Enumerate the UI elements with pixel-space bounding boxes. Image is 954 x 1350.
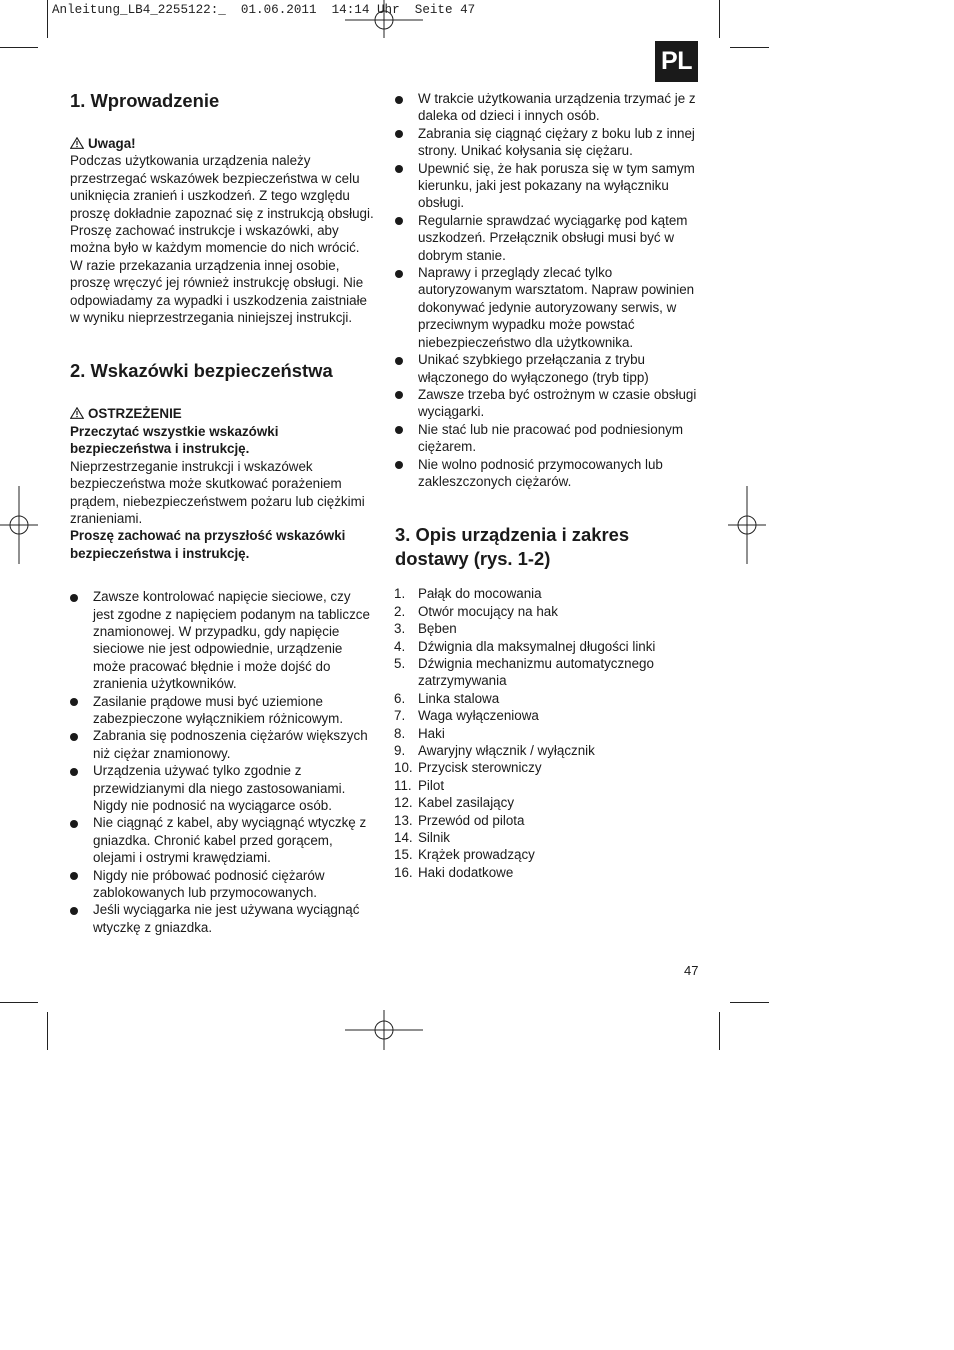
parts-list-item bbox=[395, 603, 699, 620]
keep-instructions-note: Proszę zachować na przyszłość wskazówki bezpieczeństwa i instrukcję. bbox=[70, 528, 346, 561]
parts-list-item bbox=[395, 638, 699, 655]
parts-list-item bbox=[395, 864, 699, 881]
list-item: Zabrania się podnoszenia ciężarów większych niż ciężar znamionowy. bbox=[70, 727, 374, 762]
parts-list-item bbox=[395, 690, 699, 707]
list-item: Nigdy nie próbować podnosić ciężarów zablokowanych lub przymocowanych. bbox=[70, 867, 374, 902]
section1-body: Podczas użytkowania urządzenia należy przestrzegać wskazówek bezpieczeństwa w celu uniknięcia zranień i uszkodzeń. Z tego względu proszę dokładnie zapoznać się z instrukcją obsługi. Proszę zachować instrukcje i wskazówki, aby można było w każdym momencie do nich wrócić. W razie przekazania urządzenia innej osobie, proszę wręczyć jej również instrukcję obsługi. Nie odpowiadamy za wypadki i uszkodzenia zaistniałe w wyniku nieprzestrzegania niniejszej instrukcji. bbox=[70, 153, 374, 326]
item-text: Przycisk sterowniczy bbox=[418, 760, 542, 776]
parts-list-item bbox=[395, 725, 699, 742]
left-column bbox=[70, 89, 374, 936]
section2-body: Nieprzestrzeganie instrukcji i wskazówek bezpieczeństwa może skutkować porażeniem prądem, niebezpieczeństwem pożaru lub ciężkimi zranieniami. bbox=[70, 458, 365, 526]
section2-warning bbox=[70, 405, 374, 422]
warning-triangle-icon bbox=[70, 407, 84, 419]
warning-label: Uwaga! bbox=[88, 136, 136, 151]
parts-list-item bbox=[395, 759, 699, 776]
item-number: 5. bbox=[394, 655, 406, 671]
warning-triangle-icon bbox=[70, 137, 84, 149]
print-slug: Anleitung_LB4_2255122:_ 01.06.2011 14:14 Uhr Seite 47 bbox=[52, 3, 476, 17]
section2-heading: 2. Wskazówki bezpieczeństwa bbox=[70, 360, 333, 382]
list-item: Jeśli wyciągarka nie jest używana wyciągnąć wtyczkę z gniazdka. bbox=[70, 901, 374, 936]
item-text: Kabel zasilający bbox=[418, 795, 515, 811]
item-number: 3. bbox=[394, 621, 406, 637]
item-text: Awaryjny włącznik / wyłącznik bbox=[418, 743, 595, 758]
parts-list-item bbox=[395, 794, 699, 811]
warning-label: OSTRZEŻENIE bbox=[88, 406, 182, 422]
list-item: Zawsze trzeba być ostrożnym w czasie obsługi wyciągarki. bbox=[395, 386, 699, 421]
parts-list-item bbox=[395, 655, 699, 690]
list-item: Zabrania się ciągnąć ciężary z boku lub z innej strony. Unikać kołysania się ciężaru. bbox=[395, 125, 699, 160]
item-text: Bęben bbox=[418, 621, 457, 637]
registration-mark-left bbox=[0, 486, 40, 566]
language-badge: PL bbox=[655, 41, 698, 82]
item-text: Otwór mocujący na hak bbox=[418, 603, 558, 619]
list-item: Nie wolno podnosić przymocowanych lub zakleszczonych ciężarów. bbox=[395, 456, 699, 491]
item-number: 13. bbox=[394, 812, 413, 828]
section1-warning bbox=[70, 135, 374, 152]
safety-list-left bbox=[70, 588, 374, 936]
parts-list-item bbox=[395, 742, 699, 759]
item-number: 7. bbox=[394, 708, 406, 724]
parts-list-item bbox=[395, 812, 699, 829]
list-item: Upewnić się, że hak porusza się w tym samym kierunku, jaki jest pokazany na wyłączniku obsługi. bbox=[395, 160, 699, 212]
list-item: Nie ciągnąć z kabel, aby wyciągnąć wtyczkę z gniazdka. Chronić kabel przed gorącem, olejami i ostrymi krawędziami. bbox=[70, 814, 374, 866]
list-item: Zawsze kontrolować napięcie sieciowe, czy jest zgodne z napięciem podanym na tabliczce znamionowej. W przypadku, gdy napięcie sieciowe nie jest odpowiednie, urządzenie może pracować błędnie i może dojść do zranienia użytkowników. bbox=[70, 588, 374, 692]
item-text: Dźwignia dla maksymalnej długości linki bbox=[418, 638, 656, 654]
item-number: 8. bbox=[394, 725, 406, 741]
parts-list-item bbox=[395, 777, 699, 794]
item-text: Waga wyłączeniowa bbox=[418, 708, 539, 724]
item-text: Silnik bbox=[418, 830, 450, 846]
parts-list-item bbox=[395, 846, 699, 863]
item-number: 9. bbox=[394, 743, 406, 758]
item-text: Haki bbox=[418, 725, 445, 741]
item-number: 14. bbox=[394, 830, 413, 846]
item-text: Pilot bbox=[418, 777, 445, 793]
section3-heading: 3. Opis urządzenia i zakres dostawy (rys. 1-2) bbox=[395, 524, 630, 570]
list-item: Nie stać lub nie pracować pod podniesionym ciężarem. bbox=[395, 421, 699, 456]
list-item: Regularnie sprawdzać wyciągarkę pod kątem uszkodzeń. Przełącznik obsługi musi być w dobrym stanie. bbox=[395, 212, 699, 264]
item-text: Pałąk do mocowania bbox=[418, 586, 542, 602]
item-number: 15. bbox=[394, 847, 413, 863]
item-text: Linka stalowa bbox=[418, 690, 500, 706]
item-number: 1. bbox=[394, 586, 406, 602]
parts-list-item bbox=[395, 707, 699, 724]
page-number: 47 bbox=[684, 963, 699, 978]
registration-mark-bottom bbox=[345, 1010, 425, 1050]
item-number: 16. bbox=[394, 864, 413, 880]
parts-list-item bbox=[395, 829, 699, 846]
list-item: Zasilanie prądowe musi być uziemione zabezpieczone wyłącznikiem różnicowym. bbox=[70, 693, 374, 728]
parts-list-item bbox=[395, 585, 699, 602]
list-item: Naprawy i przeglądy zlecać tylko autoryzowanym warsztatom. Napraw powinien dokonywać jedynie autoryzowany serwis, w przeciwnym wypadku może powstać niebezpieczeństwo dla użytkownika. bbox=[395, 264, 699, 351]
item-number: 4. bbox=[394, 638, 406, 654]
item-number: 2. bbox=[394, 603, 406, 619]
item-number: 12. bbox=[394, 795, 413, 811]
list-item: Unikać szybkiego przełączania z trybu włączonego do wyłączonego (tryb tipp) bbox=[395, 351, 699, 386]
registration-mark-right bbox=[728, 486, 768, 566]
item-text: Dźwignia mechanizmu automatycznego zatrzymywania bbox=[418, 655, 654, 689]
item-number: 11. bbox=[394, 777, 412, 793]
parts-list-item bbox=[395, 620, 699, 637]
item-number: 10. bbox=[394, 760, 413, 776]
read-instructions-note: Przeczytać wszystkie wskazówki bezpieczeństwa i instrukcję. bbox=[70, 423, 279, 457]
list-item: Urządzenia używać tylko zgodnie z przewidzianymi dla niego zastosowaniami. Nigdy nie podnosić na wyciągarce osób. bbox=[70, 762, 374, 814]
item-text: Krążek prowadzący bbox=[418, 847, 535, 863]
parts-list bbox=[395, 585, 699, 881]
item-number: 6. bbox=[394, 690, 406, 706]
item-text: Haki dodatkowe bbox=[418, 864, 514, 880]
list-item: W trakcie użytkowania urządzenia trzymać je z daleka od dzieci i innych osób. bbox=[395, 90, 699, 125]
section1-heading: 1. Wprowadzenie bbox=[70, 90, 220, 111]
right-column bbox=[395, 90, 699, 881]
safety-list-right bbox=[395, 90, 699, 490]
item-text: Przewód od pilota bbox=[418, 812, 525, 828]
